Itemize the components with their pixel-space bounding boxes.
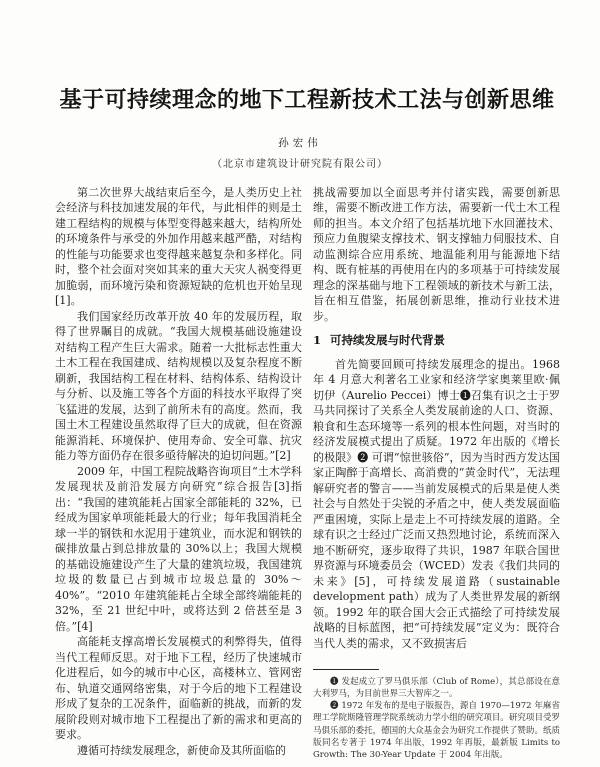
author-affiliation: （北京市建筑设计研究院有限公司） [212, 158, 388, 170]
right-column-body [313, 185, 560, 664]
left-column [55, 185, 302, 762]
footnotes-block [313, 664, 560, 762]
author-name: 孙宏伟 [278, 136, 322, 149]
body-paragraph: 首先简要回顾可持续发展理念的提出。1968 年 4 月意大利著名工业家和经济学家奥莱里欧·佩切伊（Aurelio Peccei）博士❶召集有识之士于罗马共同探讨了关系全人类发展前途的人口、资源、粮食和生态环境等一系列的根本性问题，对当时的经济发展模式提出了质疑。1972 年出版的《增长的极限》❷ 可谓“惊世骇俗”，因为当时西方发达国家正陶醉于高增长、高消费的“黄金时代”，无法理解研究者的警言——当前发展模式的后果是使人类社会与自然处于尖锐的矛盾之中，使人类发展面临严重困境，实际上是走上不可持续发展的道路。全球有识之士经过广泛而又热烈地讨论，系统而深入地不断研究，逐步取得了共识，1987 年联合国世界资源与环境委员会（WCED）发表《我们共同的未来》[5]，可持续发展道路（sustainable development path）成为了人类世界发展的新纲领。1992 年的联合国大会正式描绘了可持续发展战略的目标蓝图，把“可持续发展”定义为：既符合当代人类的需求，又不致损害后 [313, 357, 560, 650]
section-number: 1 [313, 333, 322, 348]
section-title: 可持续发展与时代背景 [330, 333, 446, 348]
footnote-item: ❶ 发起成立了罗马俱乐部（Club of Rome），其总部设在意大利罗马，为目前世界三大智库之一。 [313, 676, 560, 699]
body-paragraph: 第二次世界大战结束后至今，是人类历史上社会经济与科技加速发展的年代，与此相伴的则是土建工程结构的规模与体型变得越来越大，结构所处的环境条件与承受的外加作用越来越严酷，对结构的性能与功能要求也变得越来越复杂和多样化。同时，整个社会面对突如其来的重大天灾人祸变得更加脆弱，而环境污染和资源短缺的危机也开始呈现[1]。 [55, 185, 302, 308]
paper-title: 基于可持续理念的地下工程新技术工法与创新思维 [59, 87, 555, 113]
section-heading [313, 333, 560, 349]
footnote-item: ❷ 1972 年发布的是电子版报告，源自 1970—1972 年麻省理工学院斯隆管理学院系统动力学小组的研究项目。研究项目受罗马俱乐部的委托，德国的大众基金会为研究工作提供了赞助。纸质版同名专著于 1974 年出版，1992 年再版，最新版 Limits to Growth: The 30-Year Update 于 2004 年出版。 [313, 701, 560, 761]
right-column [313, 185, 560, 762]
footnote-separator [313, 669, 379, 670]
body-paragraph-continuation: 挑战需要加以全面思考并付诸实践，需要创新思维，需要不断改进工作方法，需要新一代土木工程师的担当。本文介绍了包括基坑地下水回灌技术、预应力鱼腹梁支撑技术、钢支撑轴力伺服技术、自动监测综合应用系统、地温能利用与能源地下结构、既有桩基的再使用在内的多项基于可持续发展理念的深基础与地下工程领域的新技术与新工法，旨在相互借鉴，拓展创新思维，推动行业技术进步。 [313, 185, 560, 323]
body-paragraph: 2009 年，中国工程院战略咨询项目“土木学科发展现状及前沿发展方向研究”综合报告[3]指出：“我国的建筑能耗占国家全部能耗的 32%，已经成为国家单项能耗最大的行业；每年我国消耗全球一半的钢铁和水泥用于建筑业，而水泥和钢铁的碳排放量占到总排放量的 30%以上；我国大规模的基础设施建设产生了大量的建筑垃圾，我国建筑垃圾的数量已占到城市垃圾总量的 30%～40%”。“2010 年建筑能耗占全球全部终端能耗的 32%，至 21 世纪中叶，或将达到 2 倍甚至是 3 倍。”[4] [55, 464, 302, 633]
two-column-body [0, 170, 600, 762]
body-paragraph: 遵循可持续发展理念，新使命及其所面临的 [77, 743, 286, 757]
body-paragraph: 高能耗支撑高增长发展模式的利弊得失，值得当代工程师反思。对于地下工程，经历了快速城市化进程后，如今的城市中心区，高楼林立、管网密布、轨道交通网络密集，对于今后的地下工程建设形成了复杂的工况条件，面临新的挑战，而新的发展阶段则对城市地下工程提出了新的需求和更高的要求。 [55, 635, 302, 742]
body-paragraph: 我们国家经历改革开放 40 年的发展历程，取得了世界瞩目的成就。“我国大规模基础设施建设对结构工程产生巨大需求。随着一大批标志性重大土木工程在我国建成、结构规模以及复杂程度不断刷新，我国结构工程在材料、结构体系、结构设计与分析、以及施工等各个方面的科技水平取得了突飞猛进的发展，达到了前所未有的高度。然而，我国土木工程建设虽然取得了巨大的成就，但在资源能源消耗、环境保护、使用寿命、安全可靠、抗灾能力等方面仍存在很多亟待解决的迫切问题。”[2] [55, 309, 302, 463]
